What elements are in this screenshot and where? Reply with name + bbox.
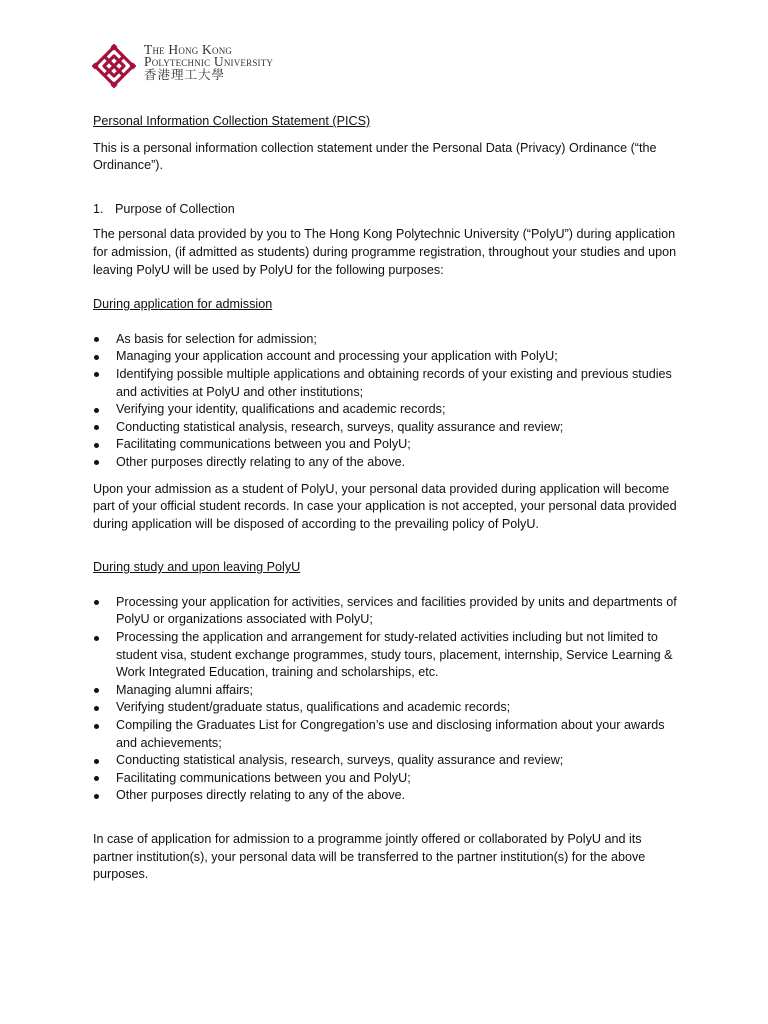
list-item: Other purposes directly relating to any of the above.	[93, 454, 681, 472]
list-item: Compiling the Graduates List for Congregation’s use and disclosing information about your awards and achievements;	[93, 717, 681, 752]
list-item: Facilitating communications between you and PolyU;	[93, 436, 681, 454]
admission-list	[93, 331, 681, 472]
document-body	[93, 113, 681, 884]
list-item: Verifying student/graduate status, qualifications and academic records;	[93, 699, 681, 717]
admission-after-paragraph: Upon your admission as a student of PolyU, your personal data provided during application will become part of your official student records. In case your application is not accepted, your personal data provided during application will be disposed of according to the prevailing policy of PolyU.	[93, 481, 677, 531]
list-item: As basis for selection for admission;	[93, 331, 681, 349]
list-item: Other purposes directly relating to any of the above.	[93, 787, 681, 805]
closing-paragraph: In case of application for admission to a programme jointly offered or collaborated by PolyU and its partner institution(s), your personal data will be transferred to the partner institution(s) for the above purposes.	[93, 832, 646, 882]
section-number: 1.	[93, 201, 104, 216]
section-heading	[93, 201, 681, 219]
logo-text-line2: Polytechnic University	[144, 54, 274, 69]
list-item: Managing alumni affairs;	[93, 682, 681, 700]
study-list	[93, 594, 681, 805]
list-item: Managing your application account and processing your application with PolyU;	[93, 348, 681, 366]
logo-text-line1: The Hong Kong	[144, 42, 233, 57]
polyu-emblem-icon	[92, 44, 136, 90]
list-item: Conducting statistical analysis, research, surveys, quality assurance and review;	[93, 419, 681, 437]
purpose-paragraph: The personal data provided by you to The Hong Kong Polytechnic University (“PolyU”) during application for admission, (if admitted as students) during programme registration, throughout your studies and upon leaving PolyU will be used by PolyU for the following purposes:	[93, 227, 677, 277]
list-item: Facilitating communications between you and PolyU;	[93, 770, 681, 788]
list-item: Processing the application and arrangement for study-related activities including but not limited to student visa, student exchange programmes, study tours, placement, internship, Service Learning & Work Integrated Education, training and scholarships, etc.	[93, 629, 681, 682]
list-item: Processing your application for activities, services and facilities provided by units and departments of PolyU or organizations associated with PolyU;	[93, 594, 681, 629]
intro-paragraph: This is a personal information collection statement under the Personal Data (Privacy) Ordinance (“the Ordinance”).	[93, 140, 657, 173]
section-title: Purpose of Collection	[115, 201, 235, 216]
admission-heading: During application for admission	[93, 297, 273, 312]
list-item: Conducting statistical analysis, research, surveys, quality assurance and review;	[93, 752, 681, 770]
list-item: Verifying your identity, qualifications and academic records;	[93, 401, 681, 419]
logo-text-chinese: 香港理工大學	[144, 67, 226, 82]
document-title: Personal Information Collection Statement (PICS)	[93, 114, 371, 128]
polyu-logo	[92, 44, 273, 90]
list-item: Identifying possible multiple applications and obtaining records of your existing and previous studies and activities at PolyU and other institutions;	[93, 366, 681, 401]
study-heading: During study and upon leaving PolyU	[93, 560, 301, 575]
